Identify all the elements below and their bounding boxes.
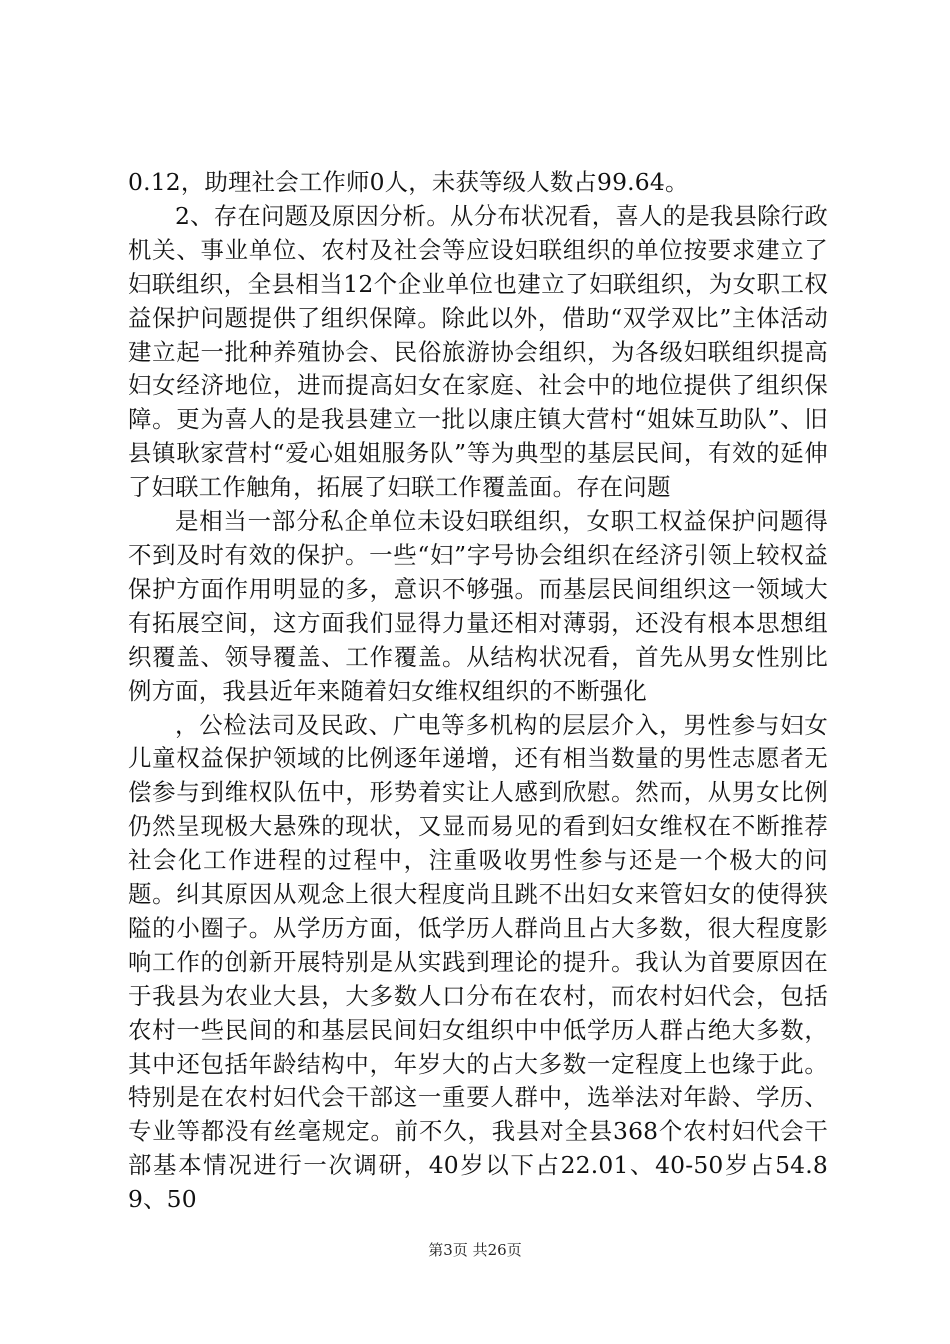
page-footer: 第3页 共26页 [428,1241,522,1259]
paragraph-existing-problems: 是相当一部分私企单位未设妇联组织，女职工权益保护问题得不到及时有效的保护。一些“妇”字号协会组织在经济引领上较权益保护方面作用明显的多，意识不够强。而基层民间组织这一领域大有拓展空间，这方面我们显得力量还相对薄弱，还没有根本思想组织覆盖、领导覆盖、工作覆盖。从结构状况看，首先从男女性别比例方面，我县近年来随着妇女维权组织的不断强化 [128,507,828,705]
document-body [128,166,828,1217]
paragraph-problem-analysis: 2、存在问题及原因分析。从分布状况看，喜人的是我县除行政机关、事业单位、农村及社会等应设妇联组织的单位按要求建立了妇联组织，全县相当12个企业单位也建立了妇联组织，为女职工权益保护问题提供了组织保障。除此以外，借助“双学双比”主体活动建立起一批种养殖协会、民俗旅游协会组织，为各级妇联组织提高妇女经济地位，进而提高妇女在家庭、社会中的地位提供了组织保障。更为喜人的是我县建立一批以康庄镇大营村“姐妹互助队”、旧县镇耿家营村“爱心姐姐服务队”等为典型的基层民间，有效的延伸了妇联工作触角，拓展了妇联工作覆盖面。存在问题 [128,201,828,502]
paragraph-continuation: 0.12，助理社会工作师0人，未获等级人数占99.64。 [128,168,689,196]
paragraph-structure-analysis: ，公检法司及民政、广电等多机构的层层介入，男性参与妇女儿童权益保护领域的比例逐年递增，还有相当数量的男性志愿者无偿参与到维权队伍中，形势着实让人感到欣慰。然而，从男女比例仍然呈现极大悬殊的现状，又显而易见的看到妇女维权在不断推荐社会化工作进程的过程中，注重吸收男性参与还是一个极大的问题。纠其原因从观念上很大程度尚且跳不出妇女来管妇女的使得狭隘的小圈子。从学历方面，低学历人群尚且占大多数，很大程度影响工作的创新开展特别是从实践到理论的提升。我认为首要原因在于我县为农业大县，大多数人口分布在农村，而农村妇代会，包括农村一些民间的和基层民间妇女组织中中低学历人群占绝大多数，其中还包括年龄结构中，年岁大的占大多数一定程度上也缘于此。特别是在农村妇代会干部这一重要人群中，选举法对年龄、学历、专业等都没有丝毫规定。前不久，我县对全县368个农村妇代会干部基本情况进行一次调研，40岁以下占22.01、40-50岁占54.89、50 [128,710,828,1214]
